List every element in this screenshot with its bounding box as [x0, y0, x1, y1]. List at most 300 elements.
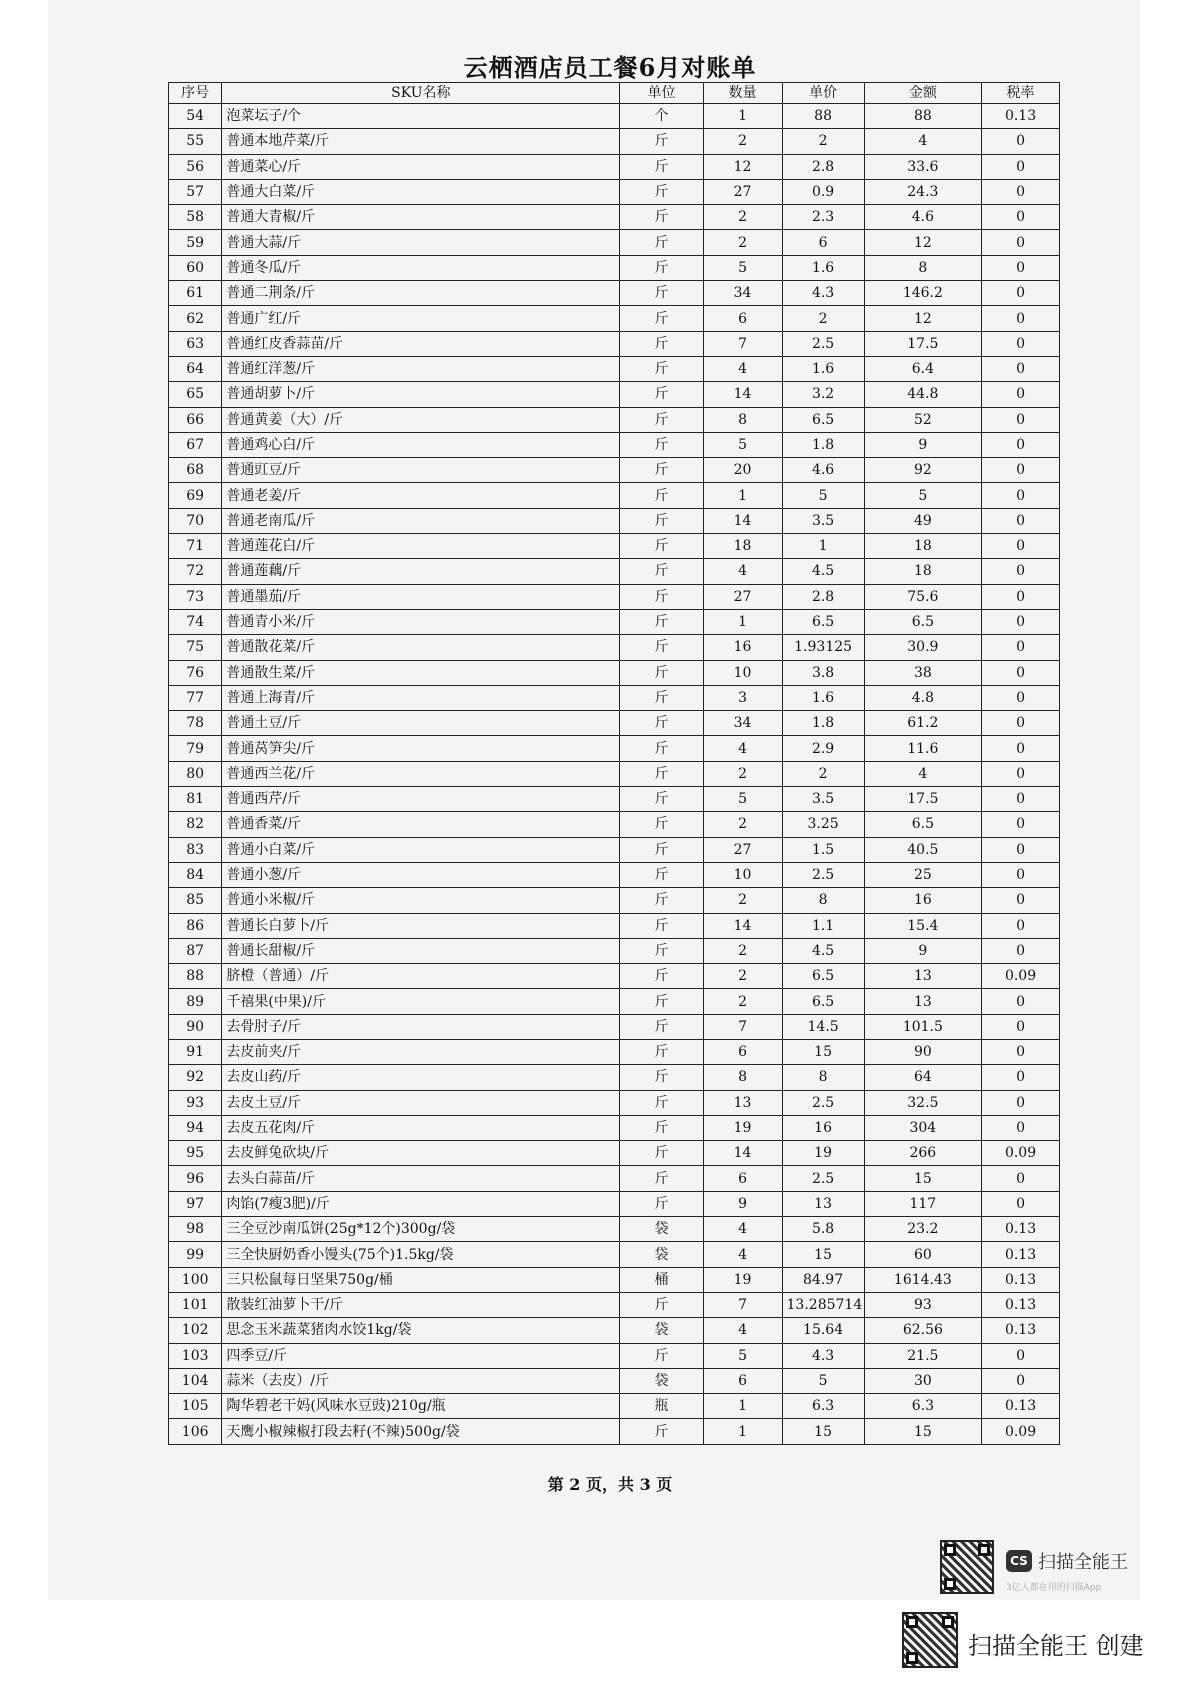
unit-cell: 斤 — [620, 913, 703, 938]
amount-cell: 11.6 — [864, 736, 981, 761]
unit-cell: 斤 — [620, 964, 703, 989]
row-index-cell: 68 — [169, 458, 222, 483]
unit-price-cell: 13 — [782, 1191, 864, 1216]
unit-price-cell: 84.97 — [782, 1267, 864, 1292]
tax-rate-cell: 0 — [982, 1166, 1060, 1191]
quantity-cell: 18 — [703, 534, 782, 559]
quantity-cell: 27 — [703, 837, 782, 862]
unit-price-cell: 2.5 — [782, 862, 864, 887]
header-unit: 单位 — [620, 83, 703, 104]
amount-cell: 4.8 — [864, 685, 981, 710]
sku-name-cell: 普通红皮香蒜苗/斤 — [222, 331, 620, 356]
tax-rate-cell: 0 — [982, 281, 1060, 306]
unit-price-cell: 1.5 — [782, 837, 864, 862]
unit-price-cell: 4.5 — [782, 938, 864, 963]
amount-cell: 61.2 — [864, 711, 981, 736]
row-index-cell: 73 — [169, 584, 222, 609]
sku-name-cell: 普通二荆条/斤 — [222, 281, 620, 306]
amount-cell: 18 — [864, 559, 981, 584]
table-row — [169, 1368, 1060, 1393]
row-index-cell: 65 — [169, 382, 222, 407]
table-row — [169, 458, 1060, 483]
table-row — [169, 660, 1060, 685]
sku-name-cell: 泡菜坛子/个 — [222, 104, 620, 129]
amount-cell: 146.2 — [864, 281, 981, 306]
sku-name-cell: 去头白蒜苗/斤 — [222, 1166, 620, 1191]
sku-name-cell: 普通小米椒/斤 — [222, 888, 620, 913]
header-index: 序号 — [169, 83, 222, 104]
unit-cell: 斤 — [620, 736, 703, 761]
header-quantity: 数量 — [703, 83, 782, 104]
table-row — [169, 685, 1060, 710]
unit-cell: 斤 — [620, 1090, 703, 1115]
table-row — [169, 281, 1060, 306]
unit-cell: 斤 — [620, 837, 703, 862]
unit-price-cell: 88 — [782, 104, 864, 129]
tax-rate-cell: 0.13 — [982, 1217, 1060, 1242]
unit-cell: 斤 — [620, 787, 703, 812]
unit-cell: 斤 — [620, 888, 703, 913]
amount-cell: 30.9 — [864, 635, 981, 660]
quantity-cell: 10 — [703, 660, 782, 685]
sku-name-cell: 四季豆/斤 — [222, 1343, 620, 1368]
amount-cell: 38 — [864, 660, 981, 685]
sku-name-cell: 普通胡萝卜/斤 — [222, 382, 620, 407]
amount-cell: 60 — [864, 1242, 981, 1267]
tax-rate-cell: 0 — [982, 432, 1060, 457]
table-row — [169, 584, 1060, 609]
row-index-cell: 61 — [169, 281, 222, 306]
row-index-cell: 99 — [169, 1242, 222, 1267]
amount-cell: 92 — [864, 458, 981, 483]
tax-rate-cell: 0 — [982, 179, 1060, 204]
table-row — [169, 761, 1060, 786]
table-row — [169, 888, 1060, 913]
unit-cell: 斤 — [620, 306, 703, 331]
row-index-cell: 97 — [169, 1191, 222, 1216]
scanner-app-name: 扫描全能王 — [1038, 1552, 1128, 1573]
sku-name-cell: 普通青小米/斤 — [222, 609, 620, 634]
row-index-cell: 87 — [169, 938, 222, 963]
row-index-cell: 66 — [169, 407, 222, 432]
tax-rate-cell: 0 — [982, 382, 1060, 407]
unit-cell: 斤 — [620, 1166, 703, 1191]
unit-cell: 斤 — [620, 1115, 703, 1140]
scanner-watermark — [940, 1540, 1140, 1600]
row-index-cell: 90 — [169, 1014, 222, 1039]
table-row — [169, 1191, 1060, 1216]
unit-price-cell: 2.9 — [782, 736, 864, 761]
unit-price-cell: 2.5 — [782, 1090, 864, 1115]
unit-price-cell: 3.5 — [782, 508, 864, 533]
tax-rate-cell: 0 — [982, 483, 1060, 508]
unit-price-cell: 8 — [782, 888, 864, 913]
tax-rate-cell: 0 — [982, 685, 1060, 710]
sku-name-cell: 三全豆沙南瓜饼(25g*12个)300g/袋 — [222, 1217, 620, 1242]
row-index-cell: 74 — [169, 609, 222, 634]
quantity-cell: 1 — [703, 609, 782, 634]
row-index-cell: 91 — [169, 1039, 222, 1064]
tax-rate-cell: 0.13 — [982, 1267, 1060, 1292]
amount-cell: 304 — [864, 1115, 981, 1140]
quantity-cell: 7 — [703, 1014, 782, 1039]
sku-name-cell: 普通大青椒/斤 — [222, 205, 620, 230]
quantity-cell: 4 — [703, 1242, 782, 1267]
quantity-cell: 34 — [703, 281, 782, 306]
quantity-cell: 16 — [703, 635, 782, 660]
quantity-cell: 2 — [703, 938, 782, 963]
amount-cell: 24.3 — [864, 179, 981, 204]
row-index-cell: 84 — [169, 862, 222, 887]
unit-cell: 斤 — [620, 281, 703, 306]
amount-cell: 16 — [864, 888, 981, 913]
row-index-cell: 63 — [169, 331, 222, 356]
qr-code-icon — [902, 1612, 958, 1668]
table-row — [169, 609, 1060, 634]
sku-name-cell: 千禧果(中果)/斤 — [222, 989, 620, 1014]
unit-price-cell: 1.6 — [782, 685, 864, 710]
quantity-cell: 2 — [703, 761, 782, 786]
sku-name-cell: 普通豇豆/斤 — [222, 458, 620, 483]
tax-rate-cell: 0 — [982, 356, 1060, 381]
tax-rate-cell: 0 — [982, 862, 1060, 887]
amount-cell: 33.6 — [864, 154, 981, 179]
tax-rate-cell: 0 — [982, 1039, 1060, 1064]
unit-cell: 斤 — [620, 559, 703, 584]
header-tax-rate: 税率 — [982, 83, 1060, 104]
sku-name-cell: 普通上海青/斤 — [222, 685, 620, 710]
amount-cell: 6.5 — [864, 812, 981, 837]
row-index-cell: 100 — [169, 1267, 222, 1292]
table-row — [169, 154, 1060, 179]
tax-rate-cell: 0 — [982, 635, 1060, 660]
tax-rate-cell: 0 — [982, 989, 1060, 1014]
amount-cell: 40.5 — [864, 837, 981, 862]
unit-price-cell: 1.6 — [782, 356, 864, 381]
amount-cell: 117 — [864, 1191, 981, 1216]
table-row — [169, 964, 1060, 989]
unit-cell: 瓶 — [620, 1394, 703, 1419]
sku-name-cell: 普通菜心/斤 — [222, 154, 620, 179]
table-row — [169, 179, 1060, 204]
sku-name-cell: 普通冬瓜/斤 — [222, 255, 620, 280]
amount-cell: 18 — [864, 534, 981, 559]
row-index-cell: 105 — [169, 1394, 222, 1419]
tax-rate-cell: 0 — [982, 888, 1060, 913]
sku-name-cell: 普通莲藕/斤 — [222, 559, 620, 584]
table-row — [169, 711, 1060, 736]
table-row — [169, 534, 1060, 559]
page-number: 第 2 页，共 3 页 — [547, 1475, 673, 1494]
row-index-cell: 103 — [169, 1343, 222, 1368]
table-row — [169, 1318, 1060, 1343]
tax-rate-cell: 0 — [982, 1343, 1060, 1368]
unit-cell: 袋 — [620, 1368, 703, 1393]
table-row — [169, 913, 1060, 938]
tax-rate-cell: 0 — [982, 584, 1060, 609]
unit-cell: 斤 — [620, 508, 703, 533]
tax-rate-cell: 0 — [982, 331, 1060, 356]
unit-cell: 斤 — [620, 458, 703, 483]
quantity-cell: 14 — [703, 382, 782, 407]
amount-cell: 17.5 — [864, 787, 981, 812]
table-row — [169, 306, 1060, 331]
sku-name-cell: 普通莴笋尖/斤 — [222, 736, 620, 761]
row-index-cell: 104 — [169, 1368, 222, 1393]
unit-price-cell: 19 — [782, 1141, 864, 1166]
unit-cell: 袋 — [620, 1217, 703, 1242]
amount-cell: 15 — [864, 1419, 981, 1444]
row-index-cell: 98 — [169, 1217, 222, 1242]
unit-price-cell: 14.5 — [782, 1014, 864, 1039]
table-row — [169, 559, 1060, 584]
quantity-cell: 9 — [703, 1191, 782, 1216]
amount-cell: 4 — [864, 129, 981, 154]
unit-price-cell: 5 — [782, 1368, 864, 1393]
tax-rate-cell: 0 — [982, 938, 1060, 963]
row-index-cell: 58 — [169, 205, 222, 230]
amount-cell: 12 — [864, 306, 981, 331]
quantity-cell: 1 — [703, 104, 782, 129]
row-index-cell: 94 — [169, 1115, 222, 1140]
unit-price-cell: 2.8 — [782, 584, 864, 609]
table-row — [169, 1242, 1060, 1267]
quantity-cell: 2 — [703, 964, 782, 989]
quantity-cell: 4 — [703, 1318, 782, 1343]
sku-name-cell: 思念玉米蔬菜猪肉水饺1kg/袋 — [222, 1318, 620, 1343]
unit-price-cell: 13.285714 — [782, 1292, 864, 1317]
row-index-cell: 60 — [169, 255, 222, 280]
tax-rate-cell: 0 — [982, 711, 1060, 736]
table-row — [169, 331, 1060, 356]
sku-name-cell: 普通小白菜/斤 — [222, 837, 620, 862]
unit-cell: 斤 — [620, 862, 703, 887]
unit-price-cell: 2.8 — [782, 154, 864, 179]
sku-name-cell: 普通墨茄/斤 — [222, 584, 620, 609]
amount-cell: 44.8 — [864, 382, 981, 407]
unit-price-cell: 4.3 — [782, 281, 864, 306]
tax-rate-cell: 0 — [982, 913, 1060, 938]
unit-cell: 斤 — [620, 205, 703, 230]
tax-rate-cell: 0.13 — [982, 1394, 1060, 1419]
unit-price-cell: 16 — [782, 1115, 864, 1140]
unit-cell: 斤 — [620, 1419, 703, 1444]
row-index-cell: 71 — [169, 534, 222, 559]
quantity-cell: 13 — [703, 1090, 782, 1115]
table-header-row — [169, 83, 1060, 104]
unit-cell: 桶 — [620, 1267, 703, 1292]
tax-rate-cell: 0 — [982, 1014, 1060, 1039]
row-index-cell: 56 — [169, 154, 222, 179]
sku-name-cell: 普通红洋葱/斤 — [222, 356, 620, 381]
unit-price-cell: 6.5 — [782, 609, 864, 634]
unit-cell: 斤 — [620, 1065, 703, 1090]
sku-name-cell: 去皮山药/斤 — [222, 1065, 620, 1090]
amount-cell: 88 — [864, 104, 981, 129]
tax-rate-cell: 0.13 — [982, 1242, 1060, 1267]
unit-price-cell: 8 — [782, 1065, 864, 1090]
row-index-cell: 76 — [169, 660, 222, 685]
table-row — [169, 104, 1060, 129]
table-row — [169, 129, 1060, 154]
quantity-cell: 19 — [703, 1267, 782, 1292]
sku-name-cell: 普通散花菜/斤 — [222, 635, 620, 660]
tax-rate-cell: 0 — [982, 154, 1060, 179]
quantity-cell: 14 — [703, 913, 782, 938]
row-index-cell: 54 — [169, 104, 222, 129]
table-row — [169, 1014, 1060, 1039]
unit-price-cell: 0.9 — [782, 179, 864, 204]
unit-price-cell: 1.93125 — [782, 635, 864, 660]
document-title: 云栖酒店员工餐6月对账单 — [463, 53, 757, 82]
statement-table — [168, 82, 1060, 1445]
row-index-cell: 59 — [169, 230, 222, 255]
row-index-cell: 57 — [169, 179, 222, 204]
tax-rate-cell: 0 — [982, 1191, 1060, 1216]
tax-rate-cell: 0.13 — [982, 1292, 1060, 1317]
sku-name-cell: 普通长白萝卜/斤 — [222, 913, 620, 938]
unit-price-cell: 6.5 — [782, 964, 864, 989]
table-row — [169, 432, 1060, 457]
row-index-cell: 86 — [169, 913, 222, 938]
unit-price-cell: 3.8 — [782, 660, 864, 685]
row-index-cell: 82 — [169, 812, 222, 837]
row-index-cell: 78 — [169, 711, 222, 736]
unit-cell: 斤 — [620, 1292, 703, 1317]
sku-name-cell: 普通西芹/斤 — [222, 787, 620, 812]
unit-cell: 斤 — [620, 432, 703, 457]
sku-name-cell: 去皮前夹/斤 — [222, 1039, 620, 1064]
unit-cell: 斤 — [620, 382, 703, 407]
sku-name-cell: 去骨肘子/斤 — [222, 1014, 620, 1039]
tax-rate-cell: 0 — [982, 609, 1060, 634]
tax-rate-cell: 0 — [982, 1115, 1060, 1140]
row-index-cell: 81 — [169, 787, 222, 812]
row-index-cell: 85 — [169, 888, 222, 913]
row-index-cell: 88 — [169, 964, 222, 989]
tax-rate-cell: 0 — [982, 559, 1060, 584]
quantity-cell: 27 — [703, 584, 782, 609]
sku-name-cell: 普通长甜椒/斤 — [222, 938, 620, 963]
sku-name-cell: 陶华碧老干妈(风味水豆豉)210g/瓶 — [222, 1394, 620, 1419]
sku-name-cell: 普通西兰花/斤 — [222, 761, 620, 786]
tax-rate-cell: 0 — [982, 837, 1060, 862]
table-row — [169, 1217, 1060, 1242]
row-index-cell: 67 — [169, 432, 222, 457]
amount-cell: 25 — [864, 862, 981, 887]
unit-cell: 斤 — [620, 989, 703, 1014]
sku-name-cell: 去皮五花肉/斤 — [222, 1115, 620, 1140]
unit-cell: 斤 — [620, 761, 703, 786]
unit-cell: 斤 — [620, 660, 703, 685]
unit-price-cell: 1.8 — [782, 432, 864, 457]
tax-rate-cell: 0.09 — [982, 1141, 1060, 1166]
unit-cell: 斤 — [620, 255, 703, 280]
row-index-cell: 101 — [169, 1292, 222, 1317]
table-row — [169, 205, 1060, 230]
sku-name-cell: 肉馅(7瘦3肥)/斤 — [222, 1191, 620, 1216]
row-index-cell: 55 — [169, 129, 222, 154]
unit-price-cell: 2.5 — [782, 1166, 864, 1191]
quantity-cell: 6 — [703, 1368, 782, 1393]
table-row — [169, 382, 1060, 407]
quantity-cell: 19 — [703, 1115, 782, 1140]
amount-cell: 23.2 — [864, 1217, 981, 1242]
sku-name-cell: 蒜米（去皮）/斤 — [222, 1368, 620, 1393]
table-row — [169, 1267, 1060, 1292]
amount-cell: 75.6 — [864, 584, 981, 609]
unit-price-cell: 4.6 — [782, 458, 864, 483]
unit-price-cell: 3.2 — [782, 382, 864, 407]
quantity-cell: 27 — [703, 179, 782, 204]
table-row — [169, 812, 1060, 837]
table-row — [169, 1039, 1060, 1064]
sku-name-cell: 普通散生菜/斤 — [222, 660, 620, 685]
amount-cell: 52 — [864, 407, 981, 432]
table-row — [169, 837, 1060, 862]
table-row — [169, 230, 1060, 255]
tax-rate-cell: 0.09 — [982, 1419, 1060, 1444]
table-row — [169, 483, 1060, 508]
unit-cell: 斤 — [620, 812, 703, 837]
quantity-cell: 1 — [703, 483, 782, 508]
creator-mark — [902, 1612, 1162, 1672]
amount-cell: 6.3 — [864, 1394, 981, 1419]
header-amount: 金额 — [864, 83, 981, 104]
tax-rate-cell: 0 — [982, 761, 1060, 786]
quantity-cell: 8 — [703, 1065, 782, 1090]
tax-rate-cell: 0 — [982, 1368, 1060, 1393]
quantity-cell: 6 — [703, 306, 782, 331]
quantity-cell: 10 — [703, 862, 782, 887]
unit-cell: 斤 — [620, 711, 703, 736]
camscanner-logo-icon: CS — [1006, 1550, 1032, 1572]
amount-cell: 90 — [864, 1039, 981, 1064]
sku-name-cell: 普通黄姜（大）/斤 — [222, 407, 620, 432]
table-row — [169, 787, 1060, 812]
unit-price-cell: 5 — [782, 483, 864, 508]
amount-cell: 1614.43 — [864, 1267, 981, 1292]
quantity-cell: 5 — [703, 255, 782, 280]
row-index-cell: 83 — [169, 837, 222, 862]
row-index-cell: 70 — [169, 508, 222, 533]
sku-name-cell: 三全快厨奶香小馒头(75个)1.5kg/袋 — [222, 1242, 620, 1267]
quantity-cell: 4 — [703, 356, 782, 381]
sku-name-cell: 普通鸡心白/斤 — [222, 432, 620, 457]
amount-cell: 49 — [864, 508, 981, 533]
table-row — [169, 1419, 1060, 1444]
row-index-cell: 69 — [169, 483, 222, 508]
quantity-cell: 8 — [703, 407, 782, 432]
quantity-cell: 12 — [703, 154, 782, 179]
tax-rate-cell: 0 — [982, 255, 1060, 280]
row-index-cell: 62 — [169, 306, 222, 331]
table-row — [169, 1343, 1060, 1368]
unit-price-cell: 6 — [782, 230, 864, 255]
table-row — [169, 862, 1060, 887]
unit-cell: 斤 — [620, 685, 703, 710]
unit-cell: 斤 — [620, 1039, 703, 1064]
quantity-cell: 2 — [703, 205, 782, 230]
amount-cell: 13 — [864, 989, 981, 1014]
amount-cell: 93 — [864, 1292, 981, 1317]
row-index-cell: 75 — [169, 635, 222, 660]
sku-name-cell: 普通大蒜/斤 — [222, 230, 620, 255]
unit-cell: 个 — [620, 104, 703, 129]
row-index-cell: 95 — [169, 1141, 222, 1166]
unit-price-cell: 1.8 — [782, 711, 864, 736]
sku-name-cell: 散装红油萝卜干/斤 — [222, 1292, 620, 1317]
